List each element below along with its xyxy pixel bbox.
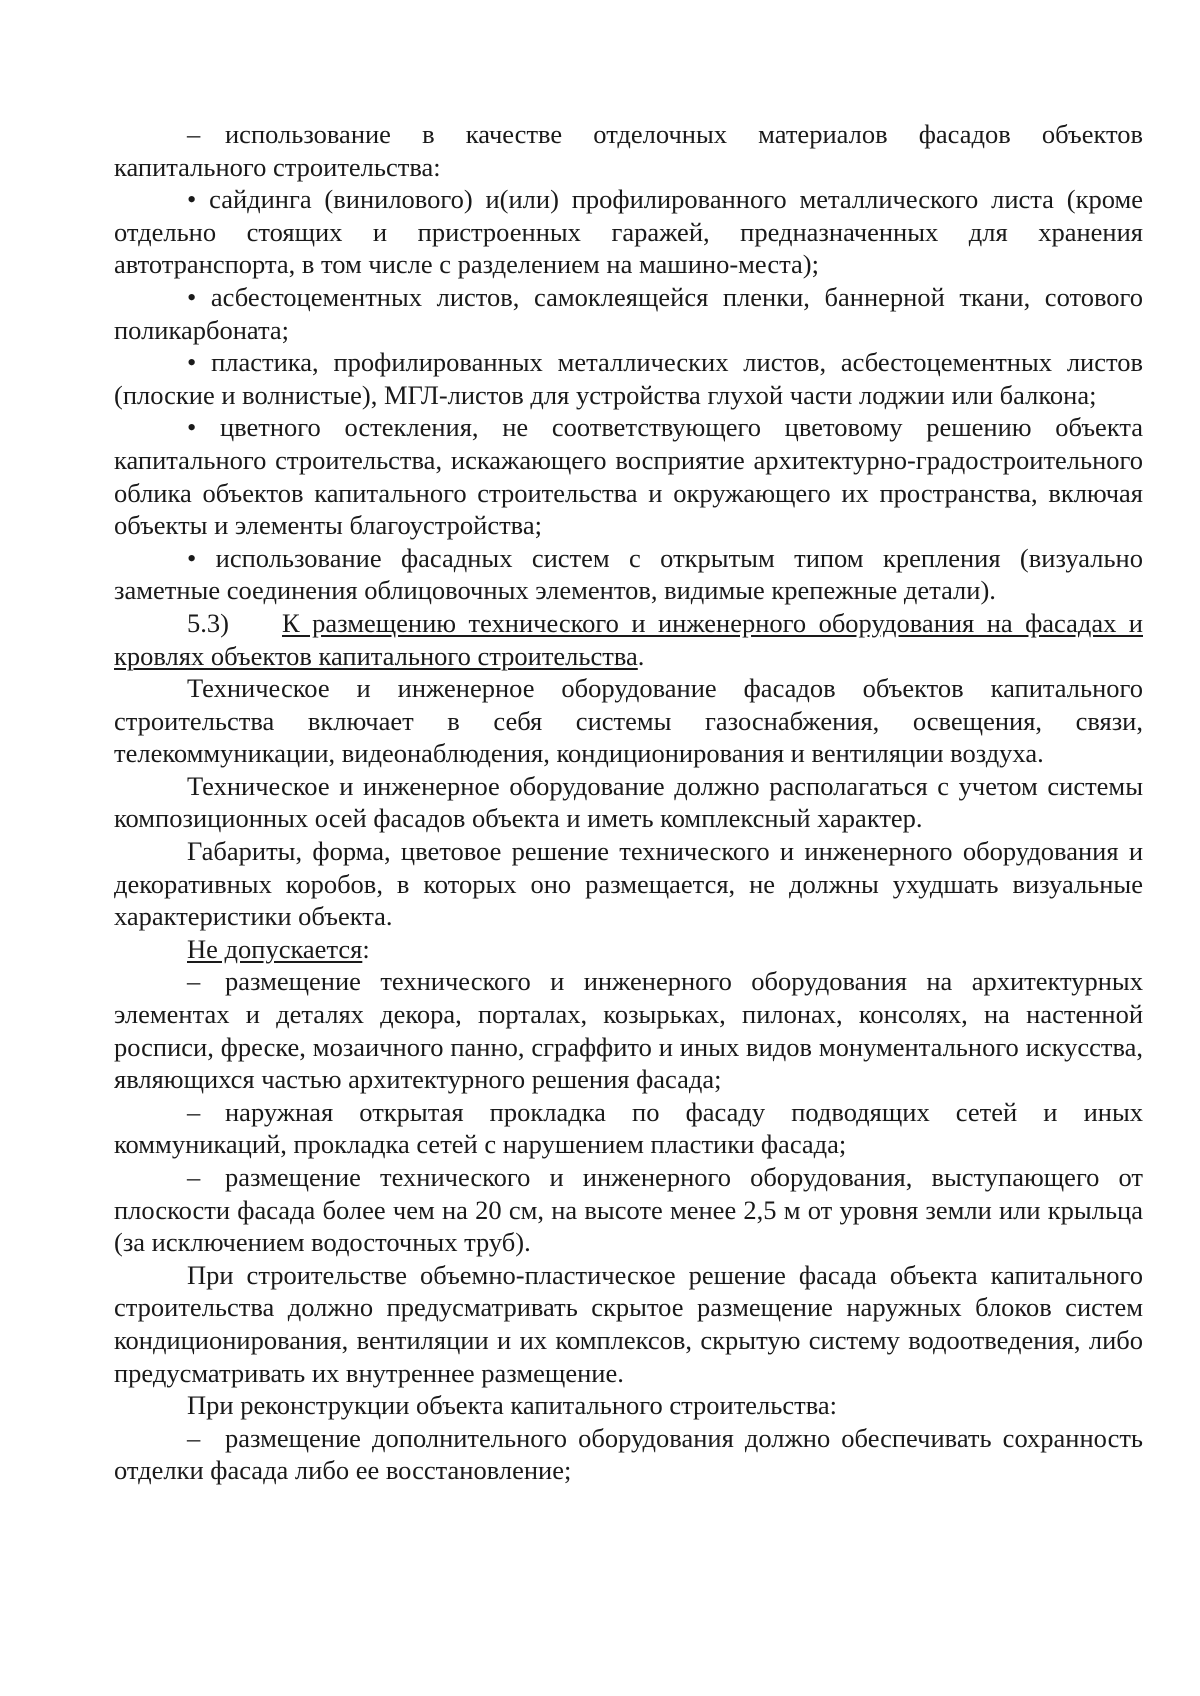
paragraph-text: При строительстве объемно-пластическое решение фасада объекта капитального строительства должно предусматривать скрытое размещение наружных блоков систем кондиционирования, вентиляции и их комплексов, скрытую систему водоотведения, либо предусматривать их внутреннее размещение. bbox=[114, 1259, 1143, 1388]
paragraph bbox=[114, 672, 1143, 770]
subheading-tail: : bbox=[362, 933, 370, 964]
paragraph-text: При реконструкции объекта капитального строительства: bbox=[187, 1390, 837, 1421]
paragraph-text: пластика, профилированных металлических листов, асбестоцементных листов (плоские и волнистые), МГЛ-листов для устройства глухой части лоджии или балкона; bbox=[114, 347, 1143, 410]
subheading bbox=[114, 933, 1143, 966]
paragraph bbox=[114, 835, 1143, 933]
section-title-tail: . bbox=[637, 640, 645, 671]
paragraph-text: цветного остекления, не соответствующего цветовому решению объекта капитального строительства, искажающего восприятие архитектурно-градостроительного облика объектов капитального строительства и окружающего их пространства, включая объекты и элементы благоустройства; bbox=[114, 412, 1144, 541]
dash-marker: – bbox=[187, 1422, 201, 1453]
section-number: 5.3) bbox=[187, 607, 229, 638]
dash-marker: – bbox=[187, 119, 201, 149]
paragraph-text: размещение дополнительного оборудования должно обеспечивать сохранность отделки фасада либо ее восстановление; bbox=[114, 1422, 1143, 1486]
paragraph-bullet bbox=[114, 183, 1143, 281]
bullet-marker: • bbox=[187, 281, 197, 312]
dash-marker: – bbox=[187, 966, 201, 997]
paragraph-text: использование в качестве отделочных материалов фасадов объектов капитального строительства: bbox=[114, 119, 1143, 182]
paragraph-text: использование фасадных систем с открытым типом крепления (визуально заметные соединения облицовочных элементов, видимые крепежные детали). bbox=[114, 542, 1143, 606]
paragraph-dash bbox=[114, 1422, 1143, 1487]
paragraph-text: асбестоцементных листов, самоклеящейся пленки, баннерной ткани, сотового поликарбоната; bbox=[114, 281, 1143, 345]
bullet-marker: • bbox=[187, 184, 197, 215]
paragraph-bullet bbox=[114, 346, 1143, 411]
paragraph-text: Техническое и инженерное оборудование должно располагаться с учетом системы композиционных осей фасадов объекта и иметь комплексный характер. bbox=[114, 770, 1143, 834]
dash-marker: – bbox=[187, 1096, 201, 1127]
paragraph-bullet bbox=[114, 281, 1143, 346]
paragraph bbox=[114, 770, 1143, 835]
paragraph-text: размещение технического и инженерного оборудования, выступающего от плоскости фасада более чем на 20 см, на высоте менее 2,5 м от уровня земли или крыльца (за исключением водосточных труб). bbox=[114, 1162, 1143, 1258]
paragraph bbox=[114, 1259, 1143, 1389]
section-title: К размещению технического и инженерного оборудования на фасадах и кровлях объектов капитального строительства bbox=[114, 607, 1143, 671]
bullet-marker: • bbox=[187, 412, 197, 443]
subheading-text: Не допускается bbox=[187, 933, 363, 964]
paragraph-text: наружная открытая прокладка по фасаду подводящих сетей и иных коммуникаций, прокладка сетей с нарушением пластики фасада; bbox=[114, 1096, 1143, 1160]
document-body bbox=[114, 118, 1143, 1487]
dash-marker: – bbox=[187, 1162, 201, 1192]
section-heading bbox=[114, 607, 1143, 672]
paragraph-text: Техническое и инженерное оборудование фасадов объектов капитального строительства включает в себя системы газоснабжения, освещения, связи, телекоммуникации, видеонаблюдения, кондиционирования и вентиляции воздуха. bbox=[114, 673, 1143, 769]
paragraph-text: сайдинга (винилового) и(или) профилированного металлического листа (кроме отдельно стоящих и пристроенных гаражей, предназначенных для хранения автотранспорта, в том числе с разделением на машино-места); bbox=[114, 184, 1143, 280]
paragraph-bullet bbox=[114, 411, 1143, 541]
paragraph-text: Габариты, форма, цветовое решение технического и инженерного оборудования и декоративных коробов, в которых оно размещается, не должны ухудшать визуальные характеристики объекта. bbox=[114, 836, 1143, 932]
paragraph-dash bbox=[114, 965, 1143, 1095]
paragraph-dash bbox=[114, 1096, 1143, 1161]
paragraph-dash bbox=[114, 118, 1143, 183]
bullet-marker: • bbox=[187, 542, 197, 573]
paragraph bbox=[114, 1389, 1143, 1422]
paragraph-dash bbox=[114, 1161, 1143, 1259]
paragraph-text: размещение технического и инженерного оборудования на архитектурных элементах и деталях декора, порталах, козырьках, пилонах, консолях, на настенной росписи, фреске, мозаичного панно, сграффито и иных видов монументального искусства, являющихся частью архитектурного решения фасада; bbox=[114, 966, 1143, 1095]
paragraph-bullet bbox=[114, 542, 1143, 607]
bullet-marker: • bbox=[187, 347, 197, 378]
